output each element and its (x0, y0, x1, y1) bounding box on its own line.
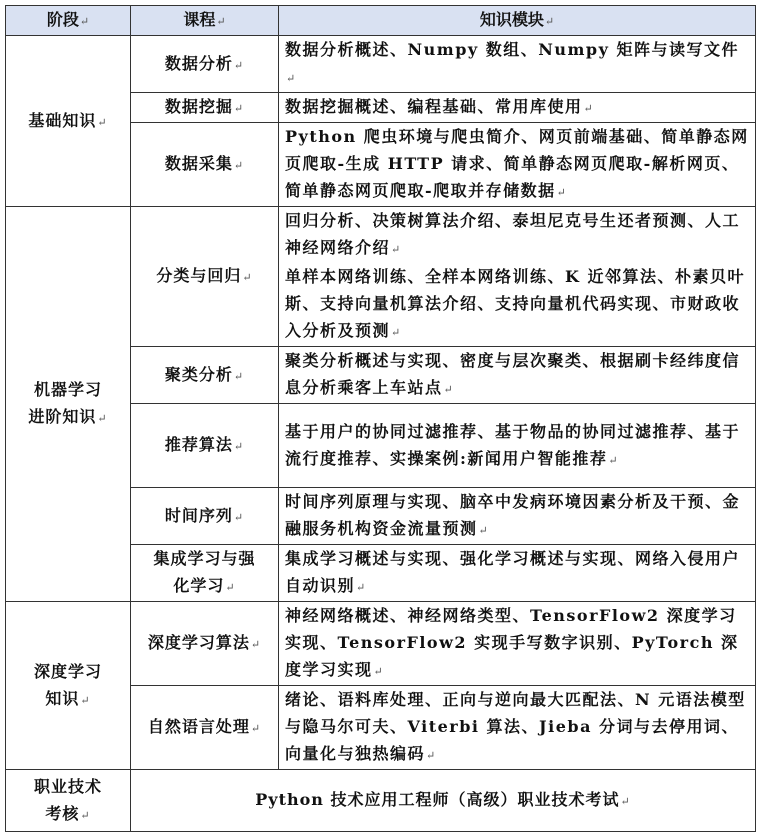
course-cell: 数据挖掘↵ (131, 93, 279, 123)
stage-cell-basics: 基础知识↵ (6, 36, 131, 207)
header-row (6, 6, 756, 36)
header-module: 知识模块↵ (279, 6, 756, 36)
exam-cell: Python 技术应用工程师（高级）职业技术考试↵ (131, 770, 756, 832)
stage-cell-ml: 机器学习 进阶知识↵ (6, 207, 131, 602)
stage-cell-exam: 职业技术 考核↵ (6, 770, 131, 832)
course-cell: 时间序列↵ (131, 488, 279, 545)
module-cell: 聚类分析概述与实现、密度与层次聚类、根据刷卡经纬度信息分析乘客上车站点↵ (279, 347, 756, 404)
module-cell: Python 爬虫环境与爬虫简介、网页前端基础、简单静态网页爬取-生成 HTTP 请求、简单静态网页爬取-解析网页、简单静态网页爬取-爬取并存储数据↵ (279, 123, 756, 207)
module-cell: 集成学习概述与实现、强化学习概述与实现、网络入侵用户自动识别↵ (279, 545, 756, 602)
table-row (6, 36, 756, 93)
module-cell: 数据分析概述、Numpy 数组、Numpy 矩阵与读写文件↵ (279, 36, 756, 93)
course-cell: 深度学习算法↵ (131, 602, 279, 686)
header-stage: 阶段↵ (6, 6, 131, 36)
stage-cell-dl: 深度学习 知识↵ (6, 602, 131, 770)
course-cell: 自然语言处理↵ (131, 686, 279, 770)
curriculum-table (5, 5, 756, 832)
module-paragraph: 单样本网络训练、全样本网络训练、K 近邻算法、朴素贝叶斯、支持向量机算法介绍、支持向量机代码实现、市财政收入分析及预测↵ (285, 267, 745, 340)
module-paragraph: 回归分析、决策树算法介绍、泰坦尼克号生还者预测、人工神经网络介绍↵ (285, 211, 741, 257)
module-cell: 神经网络概述、神经网络类型、TensorFlow2 深度学习实现、TensorFlow2 实现手写数字识别、PyTorch 深度学习实现↵ (279, 602, 756, 686)
course-cell: 推荐算法↵ (131, 404, 279, 488)
table-row (6, 770, 756, 832)
module-cell: 基于用户的协同过滤推荐、基于物品的协同过滤推荐、基于流行度推荐、实操案例:新闻用户智能推荐↵ (279, 404, 756, 488)
module-cell: 绪论、语料库处理、正向与逆向最大匹配法、N 元语法模型与隐马尔可夫、Viterbi 算法、Jieba 分词与去停用词、向量化与独热编码↵ (279, 686, 756, 770)
table-row (6, 602, 756, 686)
module-cell (279, 207, 756, 347)
module-cell: 时间序列原理与实现、脑卒中发病环境因素分析及干预、金融服务机构资金流量预测↵ (279, 488, 756, 545)
header-course: 课程↵ (131, 6, 279, 36)
course-cell: 分类与回归↵ (131, 207, 279, 347)
table-row (6, 207, 756, 347)
course-cell: 数据分析↵ (131, 36, 279, 93)
course-cell: 集成学习与强 化学习↵ (131, 545, 279, 602)
course-cell: 数据采集↵ (131, 123, 279, 207)
module-cell: 数据挖掘概述、编程基础、常用库使用↵ (279, 93, 756, 123)
course-cell: 聚类分析↵ (131, 347, 279, 404)
